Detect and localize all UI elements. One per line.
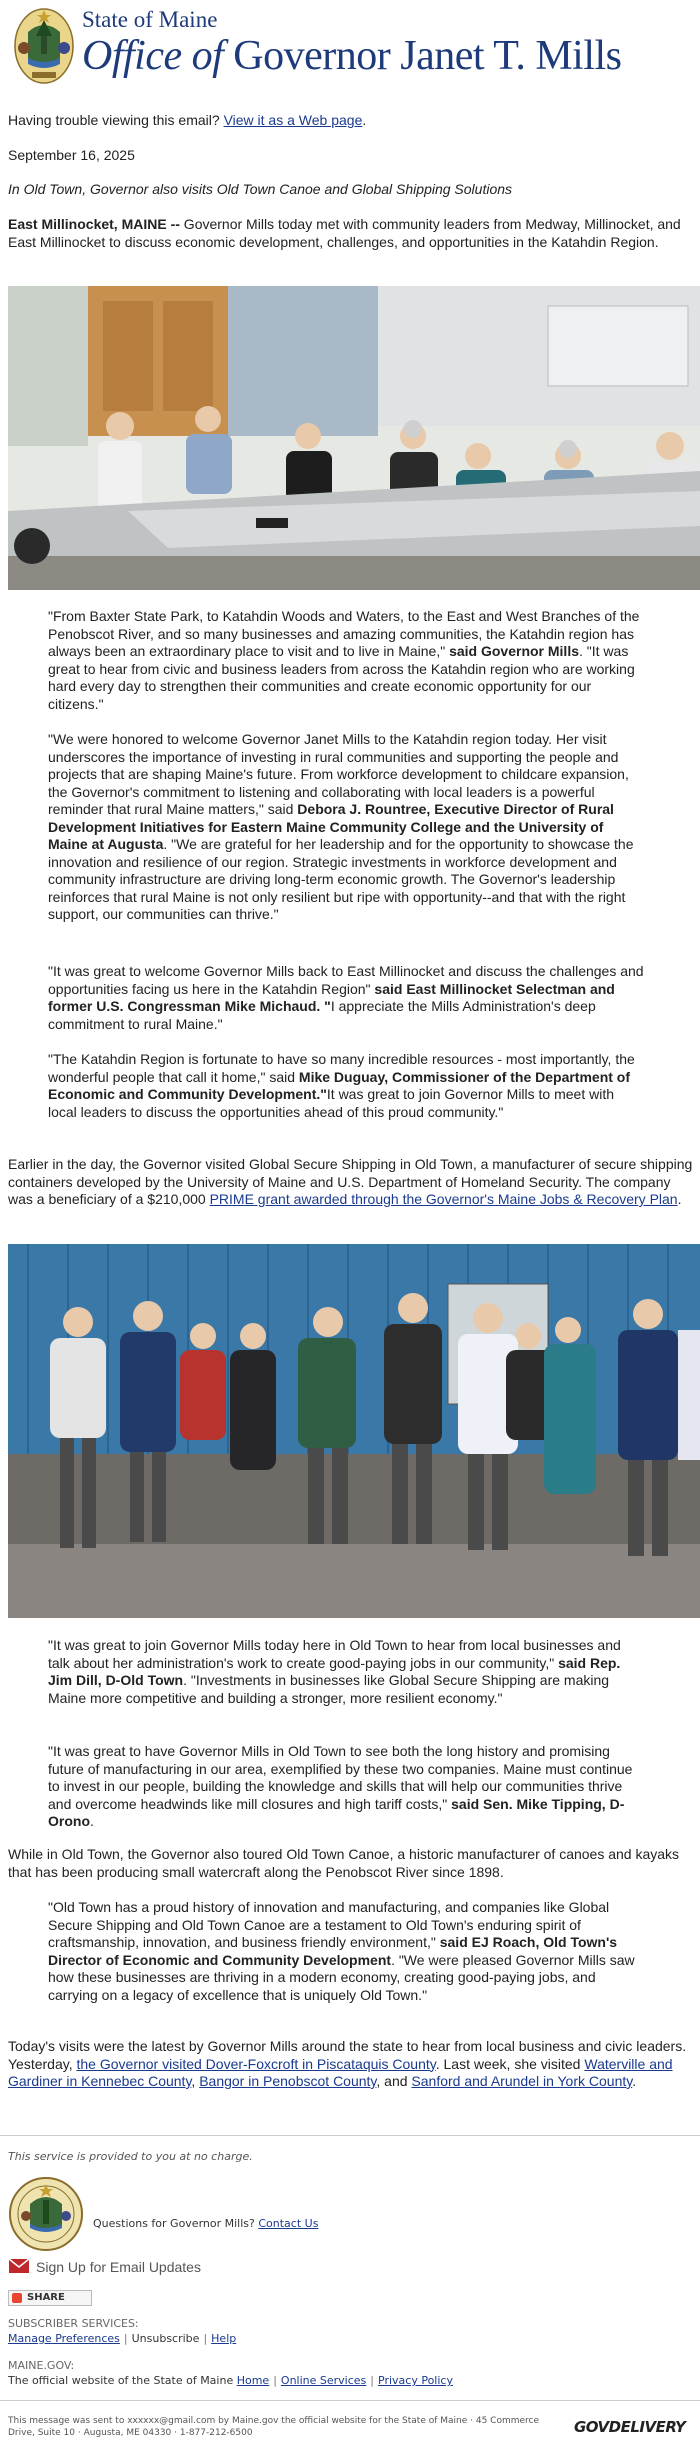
oldtown-text: Earlier in the day, the Governor visited Global Secure Shipping in Old Town, a manufacturer of secure shipping containers developed by the University of Maine and U.S. Department of Homeland Security. The company was a beneficiary of a $210,000: [8, 1156, 693, 1207]
oldtown-paragraph: [8, 1156, 698, 1209]
intro-paragraph: [8, 216, 698, 251]
header-state: State of Maine: [82, 7, 218, 32]
subscriber-links: [8, 2332, 236, 2346]
quote-speaker: said Rep. Jim Dill, D-Old Town: [48, 1654, 621, 1688]
govdelivery-logo[interactable]: GOVDELIVERY: [574, 2418, 686, 2436]
share-icon: [12, 2293, 22, 2303]
quote-text: "We were honored to welcome Governor Janet Mills to the Katahdin region today. Her visit underscores the importance of investing in rural communities and supporting the people and projects that are shaping Maine's future. From workforce development to childcare expansion, the Governor's commitment to listening and collaborating with local leaders is a powerful reminder that rural Maine matters," said: [48, 731, 629, 817]
quote-governor: [48, 608, 644, 713]
waterville-gardiner-link[interactable]: Waterville and Gardiner in Kennebec County: [8, 2055, 673, 2089]
quote-text: "The Katahdin Region is fortunate to have so many incredible resources - most importantly, the wonderful people that call it home," said: [48, 1051, 635, 1085]
maine-seal-icon: [14, 8, 74, 84]
contact-us-link[interactable]: Contact Us: [258, 2217, 319, 2230]
email-header: [0, 0, 700, 98]
questions-line: [93, 2217, 318, 2231]
prime-grant-link[interactable]: PRIME grant awarded through the Governor's Maine Jobs & Recovery Plan: [209, 1191, 678, 1207]
maine-gov-heading: MAINE.GOV:: [8, 2359, 75, 2372]
manage-preferences-link[interactable]: Manage Preferences: [8, 2332, 120, 2345]
closing-text: ,: [191, 2073, 200, 2089]
closing-text: .: [632, 2073, 637, 2089]
official-site-text: The official website of the State of Maine: [8, 2374, 234, 2387]
quote-text: "It was great to join Governor Mills today here in Old Town to hear from local businesses and talk about her administration's work to create good-paying jobs in our community,": [48, 1637, 621, 1671]
quote-speaker: said Governor Mills: [449, 643, 580, 659]
header-title: [82, 30, 622, 83]
footer-divider: [0, 2135, 700, 2136]
home-link[interactable]: Home: [236, 2374, 270, 2387]
sanford-arundel-link[interactable]: Sanford and Arundel in York County: [411, 2073, 633, 2089]
quote-text: . "We were pleased Governor Mills saw how these businesses are thriving in a modern economy, creating good-paying jobs, and carrying on a legacy of excellence that is uniquely Old Town.": [48, 1951, 635, 2003]
closing-text: . Last week, she visited: [435, 2055, 585, 2072]
press-date: September 16, 2025: [8, 147, 135, 163]
quote-text: "From Baxter State Park, to Katahdin Woods and Waters, to the East and West Branches of the Penobscot River, and so many businesses and amazing communities, the Katahdin region has always been an extraordinary place to visit and to live in Maine,": [48, 608, 640, 659]
photo-roundtable: [8, 286, 700, 590]
quote-text: .: [90, 1813, 94, 1829]
quote-rountree: [48, 731, 644, 924]
trouble-end: .: [362, 112, 367, 128]
oldtown-end: .: [677, 1191, 682, 1207]
subscriber-services-heading: SUBSCRIBER SERVICES:: [8, 2317, 139, 2330]
trouble-text: Having trouble viewing this email?: [8, 112, 220, 128]
quote-roach: [48, 1899, 644, 2004]
questions-text: Questions for Governor Mills?: [93, 2217, 255, 2230]
signup-link[interactable]: Sign Up for Email Updates: [36, 2259, 201, 2275]
separator: |: [203, 2332, 208, 2345]
sent-to-notice: This message was sent to xxxxxx@gmail.com by Maine.gov the official website for the State of Maine · 45 Commerce Drive, Suite 10 · Augusta, ME 04330 · 1-877-212-6500: [8, 2416, 540, 2438]
no-charge-note: This service is provided to you at no charge.: [8, 2150, 253, 2163]
unsubscribe-link[interactable]: Unsubscribe: [131, 2332, 200, 2345]
canoe-paragraph: While in Old Town, the Governor also toured Old Town Canoe, a historic manufacturer of canoes and kayaks that has been producing small watercraft along the Penobscot River since 1898.: [8, 1846, 680, 1880]
share-button[interactable]: [8, 2290, 92, 2306]
quote-speaker: said East Millinocket Selectman and former U.S. Congressman Mike Michaud. ": [48, 980, 615, 1014]
separator: |: [370, 2374, 375, 2387]
quote-speaker: said Sen. Mike Tipping, D-Orono: [48, 1795, 625, 1829]
quote-speaker: said EJ Roach, Old Town's Director of Economic and Community Development: [48, 1934, 618, 1968]
quote-text: "It was great to welcome Governor Mills back to East Millinocket and discuss the challenges and opportunities facing us here in the Katahdin Region": [48, 963, 644, 997]
quote-speaker: Debora J. Rountree, Executive Director of Rural Development Initiatives for Eastern Maine Community College and the University of Maine at Augusta: [48, 801, 614, 852]
header-governor: Governor Janet T. Mills: [233, 33, 622, 79]
dover-foxcroft-link[interactable]: the Governor visited Dover-Foxcroft in Piscataquis County: [76, 2055, 436, 2072]
quote-tipping: [48, 1743, 644, 1831]
group-image: [8, 1244, 700, 1618]
help-link[interactable]: Help: [211, 2332, 237, 2345]
header-office-of: Office of: [82, 33, 224, 79]
maine-seal-footer-icon: [8, 2176, 84, 2252]
separator: |: [273, 2374, 277, 2387]
photo-group: [8, 1244, 700, 1618]
privacy-policy-link[interactable]: Privacy Policy: [378, 2374, 453, 2387]
intro-text: Governor Mills today met with community leaders from Medway, Millinocket, and East Millinocket to discuss economic development, challenges, and opportunities in the Katahdin Region.: [8, 216, 681, 250]
quote-duguay: [48, 1051, 644, 1121]
quote-text: . "We are grateful for her leadership and for the opportunity to showcase the innovation and resilience of our region. Strategic investments in workforce development and community infrastructure are driving long-term economic growth. The Governor's leadership reinforces that rural Maine is not only resilient but ripe with opportunity--and that with the right support, our communities can thrive.": [48, 836, 634, 922]
quote-dill: [48, 1637, 644, 1707]
quote-text: . "Investments in businesses like Global Secure Shipping are making Maine more competitive and building a stronger, more resilient economy.": [48, 1672, 610, 1706]
dateline: East Millinocket, MAINE --: [8, 216, 180, 232]
quote-speaker: Mike Duguay, Commissioner of the Department of Economic and Community Development.": [48, 1068, 631, 1102]
web-page-link[interactable]: View it as a Web page: [223, 112, 363, 128]
quote-text: "Old Town has a proud history of innovation and manufacturing, and companies like Global Secure Shipping and Old Town Canoe are a testament to Old Town's enduring spirit of craftsmanship, innovation, and business friendly environment,": [48, 1899, 610, 1950]
quote-text: "It was great to have Governor Mills in Old Town to see both the long history and promising future of manufacturing in our area, exemplified by these two companies. Maine must continue to invest in our people, building the knowledge and skills that will help our communities thrive and overcome headwinds like mill closures and high tariff costs,": [48, 1743, 633, 1812]
quote-text: It was great to join Governor Mills to meet with local leaders to discuss the opportunities ahead of this proud community.": [48, 1086, 615, 1120]
roundtable-image: [8, 286, 700, 590]
quote-text: . "It was great to hear from civic and business leaders from across the Katahdin region who are working hard every day to strengthen their communities and create economic opportunity for our citizens.": [48, 643, 635, 712]
online-services-link[interactable]: Online Services: [280, 2374, 367, 2387]
closing-text: , and: [376, 2073, 412, 2089]
press-subtitle: In Old Town, Governor also visits Old Town Canoe and Global Shipping Solutions: [8, 181, 513, 197]
closing-text: Today's visits were the latest by Governor Mills around the state to hear from local business and civic leaders. Yesterday,: [8, 2038, 687, 2072]
footer-bottom-divider: [0, 2400, 700, 2401]
maine-gov-links: [8, 2374, 453, 2388]
bangor-link[interactable]: Bangor in Penobscot County: [199, 2073, 377, 2089]
quote-text: I appreciate the Mills Administration's deep commitment to rural Maine.": [48, 998, 596, 1032]
quote-michaud: [48, 963, 644, 1033]
closing-paragraph: [8, 2038, 698, 2091]
share-label: SHARE: [27, 2292, 65, 2303]
envelope-icon: [8, 2257, 30, 2275]
separator: |: [123, 2332, 128, 2345]
trouble-viewing: [8, 112, 692, 130]
